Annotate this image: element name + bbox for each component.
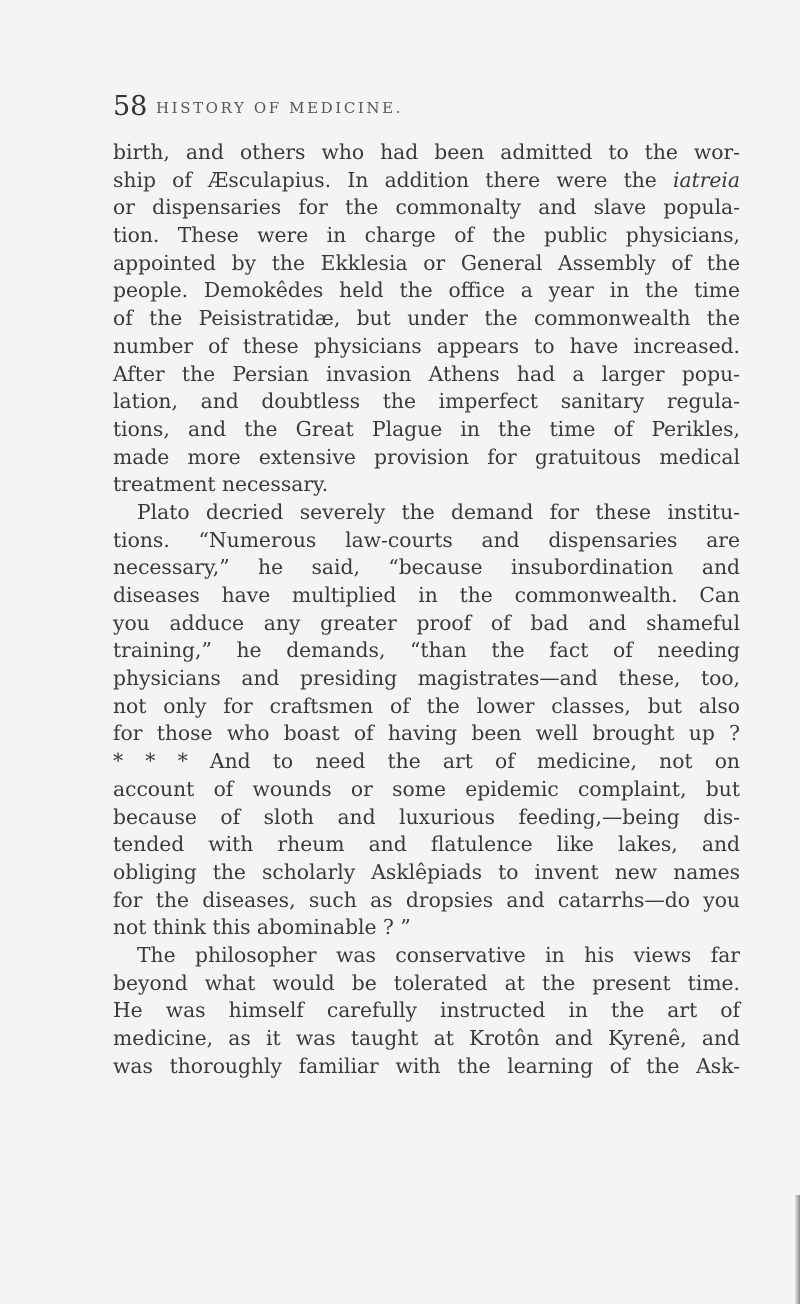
text-line: diseases have multiplied in the commonwealth. Can bbox=[113, 583, 740, 607]
text-line: training,” he demands, “than the fact of needing bbox=[113, 638, 740, 663]
text-line: was thoroughly familiar with the learning of the Ask- bbox=[113, 1053, 740, 1078]
text-line: people. Demokêdes held the office a year in the time bbox=[113, 278, 740, 303]
page-header bbox=[113, 92, 713, 122]
text-line: tions. “Numerous law-courts and dispensaries are bbox=[113, 527, 740, 552]
page-number: 58 bbox=[113, 91, 148, 122]
text-line: of the Peisistratidæ, but under the commonwealth the bbox=[113, 306, 740, 331]
text-line bbox=[113, 167, 740, 195]
text-line: * * * And to need the art of medicine, not on bbox=[113, 749, 740, 774]
text-line: tions, and the Great Plague in the time of Perikles, bbox=[113, 416, 740, 441]
text-line: medicine, as it was taught at Krotôn and Kyrenê, and bbox=[113, 1026, 740, 1050]
text-line: not only for craftsmen of the lower classes, but also bbox=[113, 693, 740, 718]
text-line: physicians and presiding magistrates—and these, too, bbox=[113, 666, 740, 691]
text-line: necessary,” he said, “because insubordination and bbox=[113, 555, 740, 580]
text-fragment: ship of Æsculapius. In addition there were the bbox=[113, 167, 673, 192]
text-line: After the Persian invasion Athens had a larger popu- bbox=[113, 361, 740, 386]
text-line: made more extensive provision for gratuitous medical bbox=[113, 444, 740, 469]
page-edge-shadow bbox=[795, 1195, 800, 1304]
text-line: The philosopher was conservative in his views far bbox=[137, 942, 740, 967]
text-line: treatment necessary. bbox=[113, 472, 329, 497]
text-line: appointed by the Ekklesia or General Assembly of the bbox=[113, 250, 740, 275]
text-line: because of sloth and luxurious feeding,—being dis- bbox=[113, 804, 740, 829]
text-line: or dispensaries for the commonalty and slave popula- bbox=[113, 195, 740, 220]
text-line: lation, and doubtless the imperfect sanitary regula- bbox=[113, 389, 740, 414]
text-line: birth, and others who had been admitted to the wor- bbox=[113, 140, 740, 164]
text-line: for the diseases, such as dropsies and catarrhs—do you bbox=[113, 887, 740, 912]
text-line: tion. These were in charge of the public physicians, bbox=[113, 223, 740, 248]
text-line: account of wounds or some epidemic complaint, but bbox=[113, 776, 740, 801]
text-line: you adduce any greater proof of bad and shameful bbox=[113, 610, 740, 635]
text-line: tended with rheum and flatulence like lakes, and bbox=[113, 832, 740, 857]
body-text bbox=[113, 139, 740, 1080]
text-line: for those who boast of having been well brought up ? bbox=[113, 721, 740, 746]
text-line: number of these physicians appears to have increased. bbox=[113, 333, 740, 358]
text-line: beyond what would be tolerated at the present time. bbox=[113, 970, 740, 995]
italic-term: iatreia bbox=[672, 167, 740, 192]
text-line: He was himself carefully instructed in the art of bbox=[113, 998, 740, 1023]
text-line: not think this abominable ? ” bbox=[113, 915, 411, 940]
running-head: HISTORY OF MEDICINE. bbox=[156, 99, 404, 117]
text-line: obliging the scholarly Asklêpiads to invent new names bbox=[113, 859, 740, 884]
text-line: Plato decried severely the demand for these institu- bbox=[137, 499, 740, 524]
